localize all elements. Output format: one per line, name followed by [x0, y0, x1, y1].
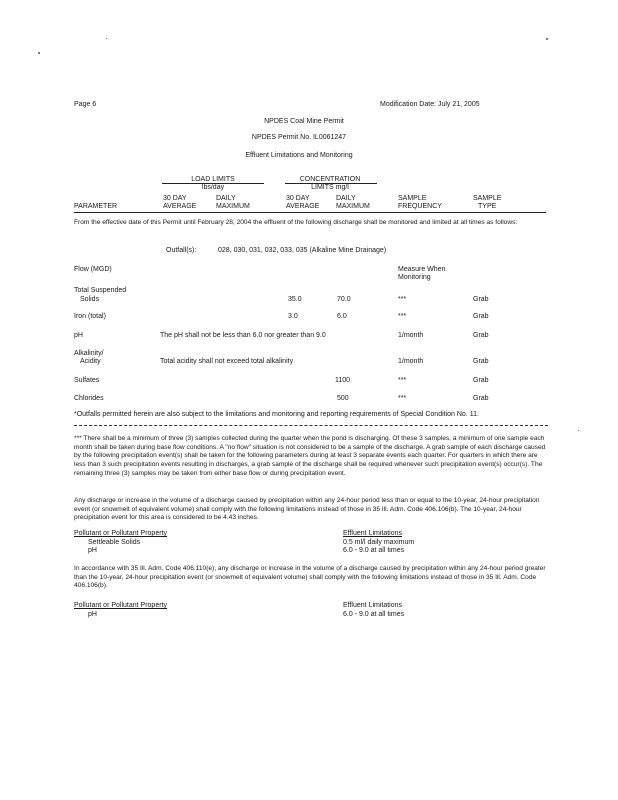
- scan-speck: [106, 38, 107, 39]
- separator-line: [74, 425, 548, 426]
- concentration-heading: CONCENTRATION: [299, 176, 361, 183]
- scan-speck: [38, 52, 40, 54]
- row-ph-param: pH: [74, 332, 83, 339]
- block1-limits-heading: Effluent Limitations: [343, 530, 403, 537]
- row-alk-param-a: Alkalinity/: [74, 350, 104, 357]
- row-tss-param-b: Solids: [80, 296, 100, 303]
- page-number: Page 6: [74, 101, 97, 108]
- row-ph-type: Grab: [473, 332, 489, 339]
- modification-date: Modification Date: July 21, 2005: [380, 101, 480, 108]
- row-ph-freq: 1/month: [398, 332, 424, 339]
- block1-item1: Settleable Solids: [88, 539, 141, 546]
- concentration-units: LIMITS mg/l: [311, 184, 349, 191]
- scan-speck: [578, 430, 579, 431]
- col-type-b: TYPE: [478, 203, 497, 210]
- row-sulfates-max: 1100: [335, 377, 351, 384]
- col-freq-b: FREQUENCY: [398, 203, 442, 210]
- row-iron-avg: 3.0: [288, 313, 298, 320]
- row-flow-param: Flow (MGD): [74, 266, 112, 273]
- precipitation-paragraph: Any discharge or increase in the volume of a discharge caused by precipitation within any 24-hour period less than or equal to the 10-year, 24-hour precipitation event (or snowmelt of equivalent volume) shall comply with the following limitations instead of those in 35 Ill. Adm. Code 406.106(b). The 10-year, 24-hour precipitation event for this area is considered to be 4.43 inches.: [74, 497, 540, 522]
- permit-number: NPDES Permit No. IL0061247: [251, 134, 347, 141]
- row-chlorides-type: Grab: [473, 395, 489, 402]
- row-sulfates-freq: ***: [398, 377, 407, 384]
- row-sulfates-type: Grab: [473, 377, 489, 384]
- block1-pollutant-heading: Pollutant or Pollutant Property: [74, 530, 167, 537]
- col-load-avg-a: 30 DAY: [163, 195, 187, 202]
- row-ph-text: The pH shall not be less than 6.0 nor greater than 9.0: [160, 332, 326, 339]
- row-chlorides-freq: ***: [398, 395, 407, 402]
- row-tss-max: 70.0: [337, 296, 351, 303]
- row-iron-type: Grab: [473, 313, 489, 320]
- row-flow-freq: Measure When Monitoring: [398, 266, 446, 282]
- load-limits-heading: LOAD LIMITS: [191, 176, 235, 183]
- outfall-label: Outfall(s):: [166, 247, 197, 254]
- col-parameter: PARAMETER: [74, 203, 118, 210]
- block2-limits-heading: Effluent Limitations: [343, 602, 403, 609]
- concentration-rule: [285, 183, 377, 184]
- row-tss-type: Grab: [473, 296, 489, 303]
- block1-limit1: 0.5 ml/l daily maximum: [343, 539, 415, 546]
- section-title: Effluent Limitations and Monitoring: [245, 152, 353, 159]
- row-alk-freq: 1/month: [398, 358, 424, 365]
- table-header-rule: [74, 212, 546, 213]
- col-conc-max-a: DAILY: [336, 195, 356, 202]
- col-conc-avg-a: 30 DAY: [286, 195, 310, 202]
- col-load-max-a: DAILY: [216, 195, 236, 202]
- col-load-avg-b: AVERAGE: [163, 203, 197, 210]
- scan-speck: [546, 38, 548, 40]
- load-limits-units: lbs/day: [201, 184, 225, 191]
- outfall-footnote: *Outfalls permitted herein are also subject to the limitations and monitoring and reporting requirements of Special Condition No. 11.: [74, 411, 479, 418]
- row-tss-param-a: Total Suspended: [74, 287, 127, 294]
- block1-item2: pH: [88, 547, 97, 554]
- sampling-paragraph: *** There shall be a minimum of three (3) samples collected during the quarter when the pond is discharging. Of these 3 samples, a minimum of one sample each month shall be taken during base flow conditions. A "no flow" situation is not considered to be a sample of the discharge. A grab sample of each discharge caused by the following precipitation event(s) shall be taken for the following parameters during at least 3 separate events each quarter. For quarters in which there are less than 3 such precipitation events resulting in discharges, a grab sample of the discharge shall be required whenever such precipitation event(s) occur(s). The remaining three (3) samples may be taken from either base flow or during precipitation event.: [74, 435, 546, 477]
- document-title: NPDES Coal Mine Permit: [264, 118, 344, 125]
- load-limits-rule: [162, 183, 264, 184]
- block2-limit1: 6.0 - 9.0 at all times: [343, 611, 405, 618]
- row-alk-text: Total acidity shall not exceed total alkalinity: [160, 358, 294, 365]
- excess-precipitation-paragraph: In accordance with 35 Ill. Adm. Code 406.110(e), any discharge or increase in the volume of a discharge caused by precipitation within any 24-hour period greater than the 10-year, 24-hour precipitation event (or snowmelt of equivalent volume) shall comply with the following limitations instead of those in 35 Ill. Adm. Code 406.106(b).: [74, 565, 546, 590]
- row-chlorides-param: Chlorides: [74, 395, 104, 402]
- row-chlorides-max: 500: [337, 395, 349, 402]
- row-iron-max: 6.0: [337, 313, 347, 320]
- row-iron-param: Iron (total): [74, 313, 106, 320]
- row-tss-avg: 35.0: [288, 296, 302, 303]
- block2-pollutant-heading: Pollutant or Pollutant Property: [74, 602, 167, 609]
- col-conc-max-b: MAXIMUM: [336, 203, 370, 210]
- block1-limit2: 6.0 - 9.0 at all times: [343, 547, 405, 554]
- row-alk-type: Grab: [473, 358, 489, 365]
- block2-item1: pH: [88, 611, 97, 618]
- row-sulfates-param: Sulfates: [74, 377, 100, 384]
- row-iron-freq: ***: [398, 313, 407, 320]
- col-conc-avg-b: AVERAGE: [286, 203, 320, 210]
- row-alk-param-b: Acidity: [80, 358, 101, 365]
- col-load-max-b: MAXIMUM: [216, 203, 250, 210]
- col-type-a: SAMPLE: [473, 195, 502, 202]
- outfall-list: 028, 030, 031, 032, 033, 035 (Alkaline Mine Drainage): [218, 247, 387, 254]
- row-tss-freq: ***: [398, 296, 407, 303]
- intro-paragraph: From the effective date of this Permit until February 28, 2004 the effluent of the following discharge shall be monitored and limited at all times as follows:: [74, 219, 518, 226]
- col-freq-a: SAMPLE: [398, 195, 427, 202]
